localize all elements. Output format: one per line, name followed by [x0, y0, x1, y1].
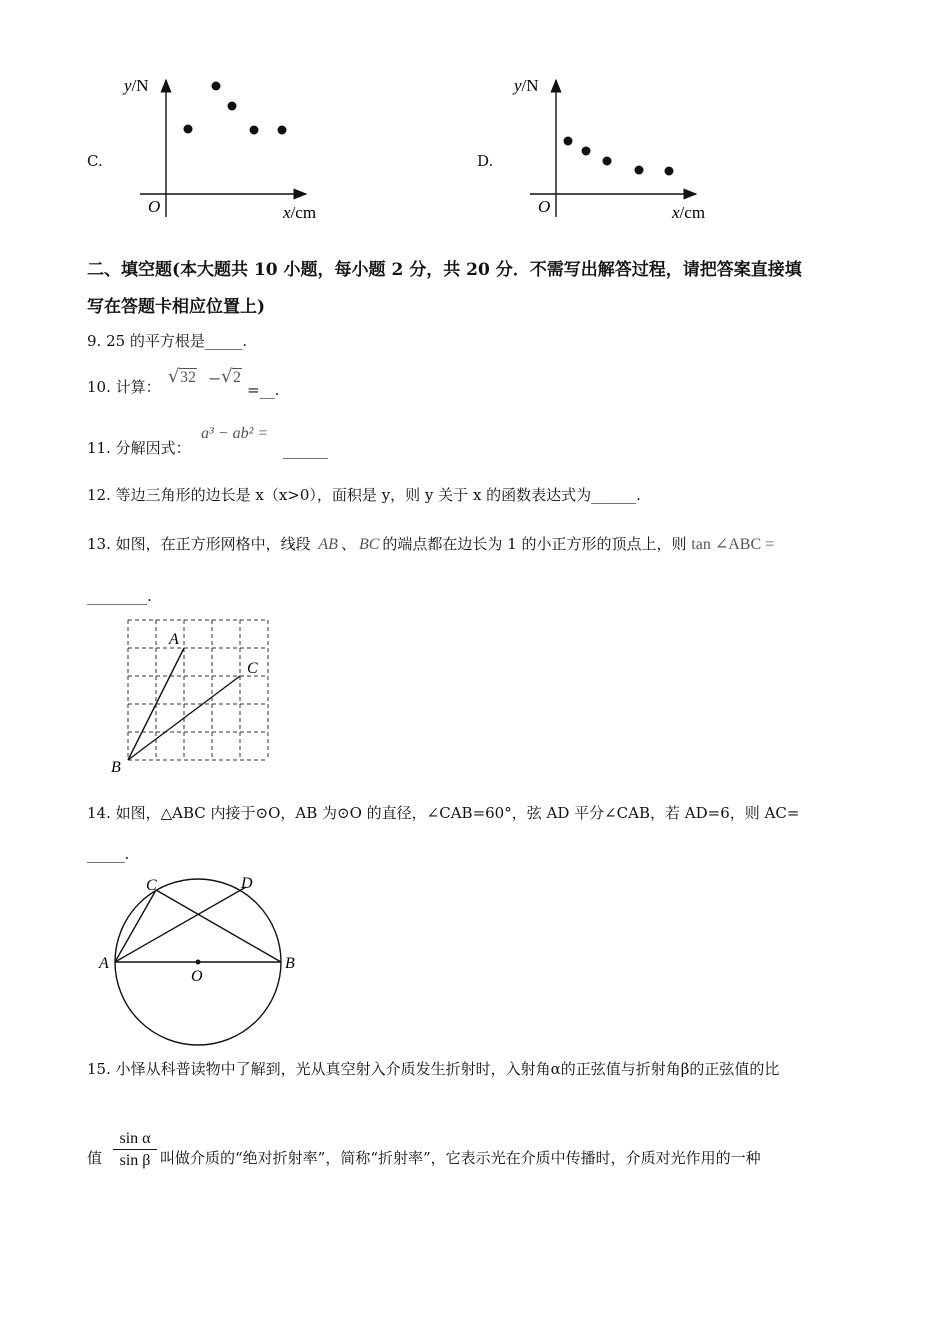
fraction-denominator: sin β [113, 1149, 157, 1172]
svg-text:y/N [512, 76, 539, 95]
y-label: y [124, 76, 132, 95]
scatter-plot-c [110, 70, 340, 225]
x-label: x [672, 203, 680, 222]
point-a-label: A [169, 631, 179, 648]
question-14-line1: 14. 如图，△ABC 内接于⊙O，AB 为⊙O 的直径，∠CAB=60°，弦 AD 平分∠CAB，若 AD=6，则 AC= [87, 804, 800, 822]
question-14-line2: _____. [87, 845, 130, 863]
scatter-plot-d [500, 70, 730, 225]
data-point [184, 125, 193, 134]
fraction-numerator: sin α [119, 1130, 151, 1147]
q11-expression: a³ − ab² = [201, 425, 269, 442]
q13-ab: AB [318, 536, 338, 553]
data-point [278, 126, 287, 135]
q13-part1: 13. 如图，在正方形网格中，线段 [87, 535, 311, 553]
svg-text:x/cm [282, 203, 316, 222]
point-d-label: D [241, 875, 253, 892]
origin-label: O [538, 197, 551, 216]
data-point [665, 167, 674, 176]
radicand-2: 2 [233, 369, 241, 386]
data-point [250, 126, 259, 135]
chord-ad [115, 887, 246, 962]
radical-sign-icon: √ [221, 366, 233, 387]
option-d-label: D. [477, 152, 494, 170]
x-unit: /cm [679, 203, 706, 222]
q13-part2: 的端点都在边长为 1 的小正方形的顶点上，则 [382, 535, 687, 553]
point-a-label: A [99, 955, 109, 972]
x-unit: /cm [290, 203, 317, 222]
radical-sign-icon: √ [168, 366, 180, 387]
point-b-label: B [111, 759, 121, 776]
q11-prefix: 11. 分解因式： [87, 439, 191, 457]
question-12: 12. 等边三角形的边长是 x（x>0），面积是 y，则 y 关于 x 的函数表达式为______. [87, 486, 641, 504]
point-o-label: O [191, 968, 203, 985]
q13-tan: tan ∠ABC = [691, 536, 775, 553]
q13-sep: 、 [340, 535, 356, 553]
q13-grid-figure [105, 612, 285, 777]
q11-blank: ______ [283, 441, 328, 459]
radicand-1: 32 [180, 369, 196, 386]
chord-cb [156, 890, 281, 962]
chord-ac [115, 890, 156, 962]
question-13-line1 [87, 534, 774, 555]
data-point [582, 147, 591, 156]
question-15-line1: 15. 小怿从科普读物中了解到，光从真空射入介质发生折射时，入射角α的正弦值与折射角β的正弦值的比 [87, 1060, 780, 1078]
section-heading-line2: 写在答题卡相应位置上) [87, 297, 266, 317]
svg-text:y/N [122, 76, 149, 95]
point-c-label: C [247, 660, 258, 677]
q13-bc: BC [358, 536, 380, 553]
origin-label: O [148, 197, 161, 216]
y-label: y [514, 76, 522, 95]
q10-prefix: 10. 计算： [87, 378, 161, 396]
data-point [635, 166, 644, 175]
q15-fraction [113, 1129, 157, 1172]
q15-line2-prefix: 值 [87, 1149, 103, 1167]
q13-blank: ________. [87, 587, 152, 605]
minus-sign: − [208, 369, 222, 388]
question-10 [87, 377, 161, 397]
q10-suffix: =__. [247, 381, 280, 399]
data-point [603, 157, 612, 166]
x-label: x [283, 203, 291, 222]
y-unit: /N [131, 76, 149, 95]
question-9: 9. 25 的平方根是_____. [87, 332, 248, 350]
q15-line2-rest: 叫做介质的“绝对折射率”，简称“折射率”，它表示光在介质中传播时，介质对光作用的一种 [160, 1149, 761, 1167]
option-c-label: C. [87, 152, 103, 170]
data-point [564, 137, 573, 146]
y-unit: /N [521, 76, 539, 95]
svg-text:x/cm [671, 203, 705, 222]
q14-circle-figure [95, 868, 310, 1048]
data-point [212, 82, 221, 91]
point-c-label: C [146, 877, 157, 894]
data-point [228, 102, 237, 111]
section-heading-line1: 二、填空题(本大题共 10 小题，每小题 2 分，共 20 分．不需写出解答过程，请把答案直接填 [87, 260, 802, 280]
point-b-label: B [285, 955, 295, 972]
dashed-grid [128, 620, 268, 760]
center-point [196, 960, 201, 965]
